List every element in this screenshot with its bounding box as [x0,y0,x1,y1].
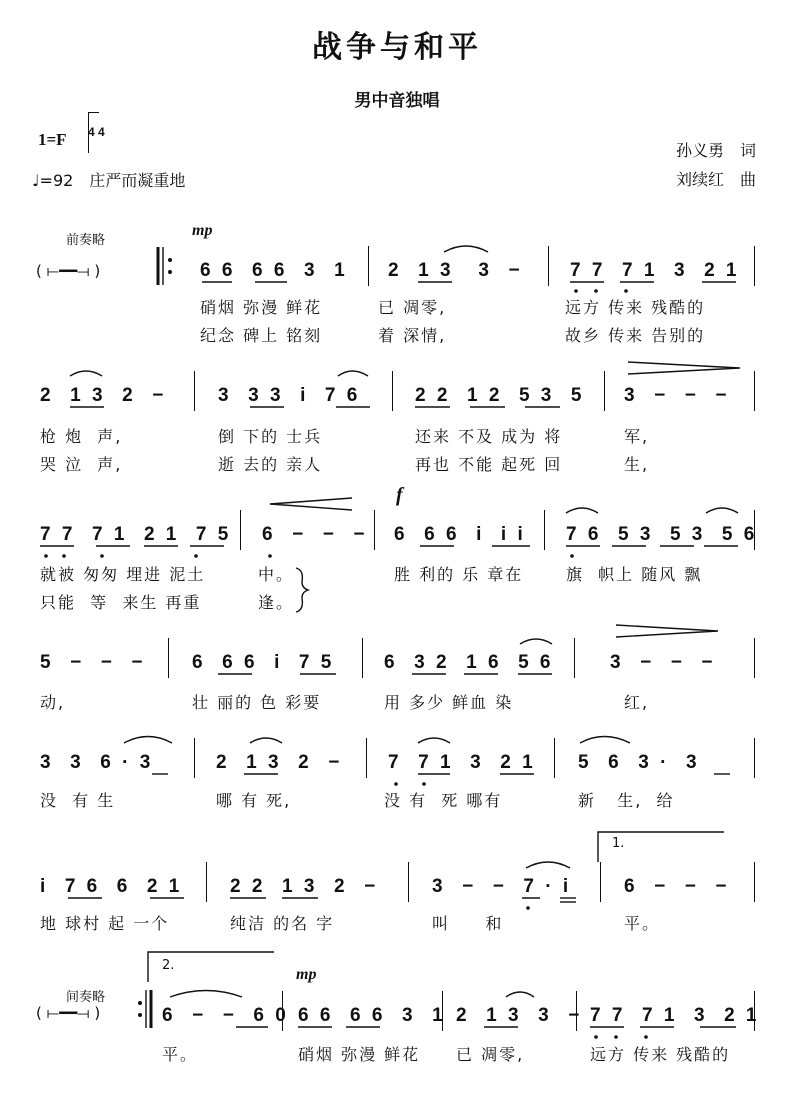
verse-brace [296,568,308,612]
lyric: 地 球村 起 一个 [40,914,170,933]
measure: 2 1 3 2 − [216,752,343,773]
measure: 6 6 6 6 3 1 [298,1005,446,1026]
lyric: 再也 不能 起死 回 [415,455,563,474]
measure: 2 1 3 3 − [388,260,523,281]
measure: 3 − − − [610,652,716,673]
lyric: 生, [624,455,650,474]
lyric: 着 深情, [378,326,447,345]
lyric: 硝烟 弥漫 鲜花 [200,298,323,317]
lyric: 逝 去的 亲人 [218,455,323,474]
lyric: 用 多少 鲜血 染 [384,693,514,712]
measure: 6 6 6 6 3 1 [200,260,348,281]
measure: 5 − − − [40,652,146,673]
measure: 2 2 1 3 2 − [230,876,379,897]
lyric: 新 生, 给 [578,791,675,810]
measure: 6 − − 6 0 [162,1005,289,1026]
repeat-dots [138,258,175,1017]
lyric: 纯洁 的名 字 [230,914,335,933]
octave-dots [44,289,648,1039]
song-subtitle: 男中音独唱 [354,91,440,111]
measure: 2 2 1 2 5 3 5 [415,385,585,406]
measure: 7 7 1 3 2 1 [388,752,536,773]
lyric: 故乡 传来 告别的 [565,326,706,345]
lyric: 就被 匆匆 埋进 泥土 [40,565,206,584]
volta-2: 2. [162,958,175,973]
measure: 7 7 7 1 3 2 1 [590,1005,760,1026]
dynamic-mp-2: mp [296,966,317,983]
interlude-rest: ( ⟝━━⟞ ) [36,1004,101,1022]
lyric: 已 凋零, [456,1045,525,1064]
measure: 6 6 6 i 7 5 [192,652,335,673]
lyric: 还来 不及 成为 将 [415,427,563,446]
measure: 2 1 3 3 − [456,1005,583,1026]
song-title: 战争与和平 [312,30,482,65]
lyric: 平。 [624,914,661,933]
measure: 5 6 3 · 3 [578,752,700,773]
prelude-rest: ( ⟝━━⟞ ) [36,262,101,280]
lyric: 胜 利的 乐 章在 [394,565,524,584]
lyric: 已 凋零, [378,298,447,317]
lyric: 逢。 [258,593,295,612]
interlude-label: 间奏略 [66,990,106,1005]
measure: i 7 6 6 2 1 [40,876,183,897]
key-signature: 1=F [38,130,67,149]
eighth-underlines [40,282,738,1027]
lyric: 红, [624,693,650,712]
lyric: 只能 等 来生 再重 [40,593,202,612]
volta-bracket-2 [148,952,274,982]
lyric: 叫 和 [432,914,504,933]
measure: 7 7 7 1 3 2 1 [570,260,740,281]
lyric: 平。 [162,1045,199,1064]
time-signature-bottom: 4 [98,125,105,139]
tempo-marking: ♩=92 庄严而凝重地 [32,171,186,190]
lyric: 动, [40,693,66,712]
lyric: 远方 传来 残酷的 [565,298,706,317]
hairpins [270,362,740,637]
dynamic-f: f [396,484,403,506]
lyric: 没 有 死 哪有 [384,791,503,810]
dynamic-mp: mp [192,222,213,239]
lyric: 壮 丽的 色 彩要 [192,693,322,712]
measure: 6 − − − [262,524,368,545]
lyric: 军, [624,427,650,446]
measure: 3 − − 7 · i [432,876,572,897]
measure: 3 3 3 i 7 6 [218,385,361,406]
measure: 7 7 7 1 2 1 7 5 [40,524,232,545]
measure: 3 3 6 · 3 [40,752,154,773]
measure: 6 3 2 1 6 5 6 [384,652,554,673]
time-signature-top: 4 [88,125,95,139]
measure: 6 6 6 i i i [394,524,526,545]
lyric: 旗 帜上 随风 飘 [566,565,703,584]
slurs [70,246,738,997]
lyric: 硝烟 弥漫 鲜花 [298,1045,421,1064]
measure: 6 − − − [624,876,730,897]
volta-bracket-1 [598,832,724,862]
lyric: 枪 炮 声, [40,427,123,446]
lyricist-credit: 孙义勇 词 [675,141,756,160]
volta-1: 1. [612,836,625,851]
lyric: 中。 [258,565,295,584]
lyric: 纪念 碑上 铭刻 [200,326,323,345]
lyric: 哪 有 死, [216,791,292,810]
lyric: 远方 传来 残酷的 [590,1045,731,1064]
composer-credit: 刘续红 曲 [675,170,756,189]
lyric: 倒 下的 士兵 [218,427,323,446]
lyric: 没 有 生 [40,791,116,810]
measure: 7 6 5 3 5 3 5 6 [566,524,758,545]
measure: 3 − − − [624,385,730,406]
prelude-label: 前奏略 [66,233,106,248]
lyric: 哭 泣 声, [40,455,123,474]
measure: 2 1 3 2 − [40,385,167,406]
